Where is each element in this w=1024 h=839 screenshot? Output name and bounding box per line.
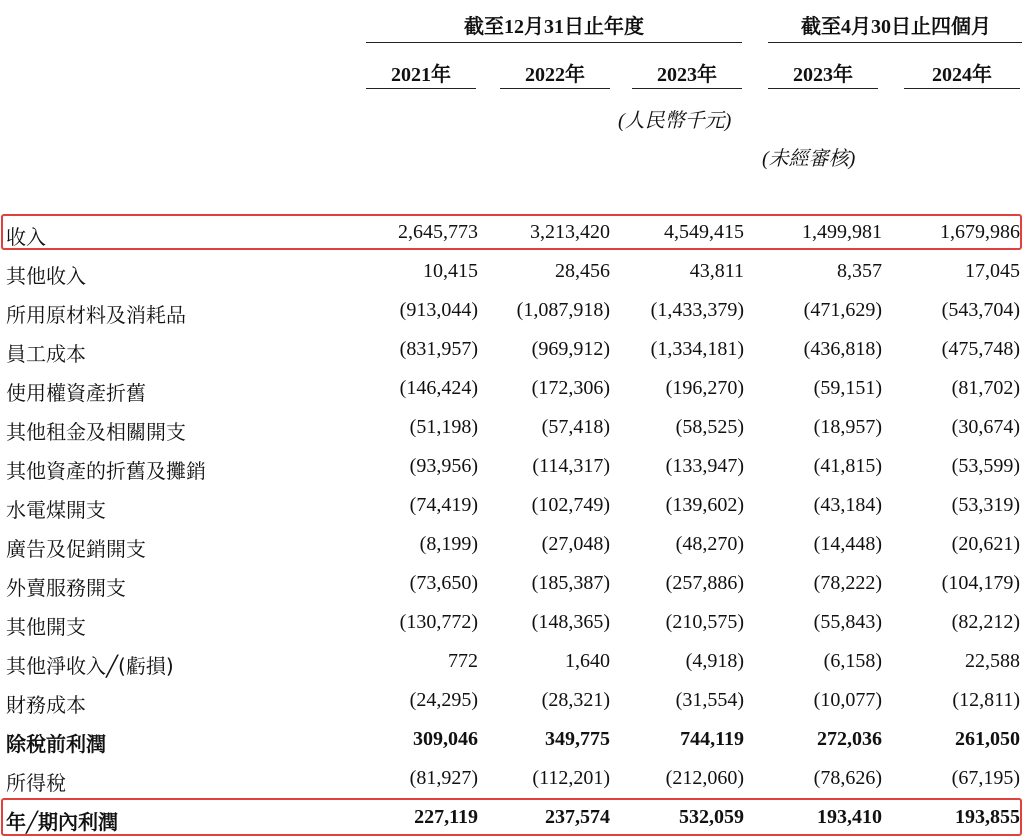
row-value-col-5: (53,599)	[951, 455, 1020, 477]
row-label: 收入	[6, 225, 46, 249]
year-header-2021: 2021年	[391, 64, 451, 86]
table-row-other-expenses	[0, 604, 1024, 642]
row-value-col-2: (112,201)	[532, 767, 610, 789]
row-value-col-1: (73,650)	[409, 572, 478, 594]
row-value-col-3: (133,947)	[665, 455, 744, 477]
row-label: 所得稅	[6, 771, 66, 795]
row-value-col-4: (18,957)	[813, 416, 882, 438]
row-value-col-2: (102,749)	[531, 494, 610, 516]
table-row-finance-costs	[0, 682, 1024, 720]
row-value-col-1: (146,424)	[399, 377, 478, 399]
row-label: 使用權資產折舊	[6, 381, 146, 405]
table-row-depreciation-rou	[0, 370, 1024, 408]
row-label: 廣告及促銷開支	[6, 537, 146, 561]
row-value-col-3: (48,270)	[675, 533, 744, 555]
row-value-col-4: 8,357	[837, 260, 882, 282]
row-value-col-5: 22,588	[965, 650, 1020, 672]
row-value-col-5: (82,212)	[951, 611, 1020, 633]
table-row-other-net-income	[0, 643, 1024, 681]
row-value-col-2: (172,306)	[531, 377, 610, 399]
row-value-col-4: (471,629)	[803, 299, 882, 321]
year-underline-2021	[366, 88, 476, 89]
year-underline-2023	[632, 88, 742, 89]
row-value-col-2: (28,321)	[541, 689, 610, 711]
year-header-2024-four-months: 2024年	[932, 64, 992, 86]
table-row-other-depreciation	[0, 448, 1024, 486]
row-value-col-2: 3,213,420	[530, 221, 610, 243]
year-underline-2022	[500, 88, 610, 89]
row-value-col-2: (27,048)	[541, 533, 610, 555]
row-value-col-1: 309,046	[413, 728, 478, 750]
row-value-col-3: 532,059	[679, 806, 744, 828]
group-underline-full-year	[366, 42, 742, 43]
row-value-col-2: 28,456	[555, 260, 610, 282]
row-value-col-1: (24,295)	[409, 689, 478, 711]
row-value-col-3: 4,549,415	[664, 221, 744, 243]
row-value-col-5: (12,811)	[952, 689, 1020, 711]
table-row-staff-costs	[0, 331, 1024, 369]
row-value-col-2: (1,087,918)	[516, 299, 610, 321]
row-label: 其他開支	[6, 615, 86, 639]
unaudited-note: (未經審核)	[762, 148, 856, 170]
table-row-advertising	[0, 526, 1024, 564]
row-value-col-4: (43,184)	[813, 494, 882, 516]
row-value-col-1: 2,645,773	[398, 221, 478, 243]
row-value-col-2: 237,574	[545, 806, 610, 828]
row-value-col-5: (475,748)	[941, 338, 1020, 360]
row-label: 除稅前利潤	[6, 732, 106, 756]
row-value-col-3: (1,433,379)	[650, 299, 744, 321]
row-value-col-3: 744,119	[680, 728, 744, 750]
row-value-col-1: (51,198)	[409, 416, 478, 438]
row-value-col-4: (14,448)	[813, 533, 882, 555]
row-value-col-1: (8,199)	[419, 533, 478, 555]
row-label: 水電煤開支	[6, 498, 106, 522]
row-value-col-3: (58,525)	[675, 416, 744, 438]
year-header-2023-four-months: 2023年	[793, 64, 853, 86]
year-header-2022: 2022年	[525, 64, 585, 86]
row-value-col-4: 1,499,981	[802, 221, 882, 243]
row-value-col-3: (196,270)	[665, 377, 744, 399]
table-row-delivery	[0, 565, 1024, 603]
group-header-full-year: 截至12月31日止年度	[464, 16, 644, 38]
currency-note: (人民幣千元)	[618, 110, 732, 132]
row-value-col-3: (139,602)	[665, 494, 744, 516]
row-value-col-2: (185,387)	[531, 572, 610, 594]
row-value-col-3: 43,811	[689, 260, 744, 282]
row-value-col-4: (78,626)	[813, 767, 882, 789]
year-underline-2024-four-months	[904, 88, 1020, 89]
row-value-col-3: (31,554)	[675, 689, 744, 711]
row-label: 所用原材料及消耗品	[6, 303, 186, 327]
row-label: 外賣服務開支	[6, 576, 126, 600]
table-row-other-rental	[0, 409, 1024, 447]
row-value-col-4: (59,151)	[813, 377, 882, 399]
row-value-col-3: (4,918)	[685, 650, 744, 672]
row-value-col-1: 10,415	[423, 260, 478, 282]
row-value-col-2: 1,640	[565, 650, 610, 672]
row-value-col-3: (257,886)	[665, 572, 744, 594]
row-value-col-2: (148,365)	[531, 611, 610, 633]
row-value-col-4: 272,036	[817, 728, 882, 750]
row-value-col-1: (74,419)	[409, 494, 478, 516]
row-value-col-5: 193,855	[955, 806, 1020, 828]
row-value-col-5: (20,621)	[951, 533, 1020, 555]
row-value-col-5: (81,702)	[951, 377, 1020, 399]
row-value-col-1: 772	[448, 650, 478, 672]
group-underline-four-months	[768, 42, 1022, 43]
row-label: 其他資產的折舊及攤銷	[6, 459, 206, 483]
row-value-col-3: (212,060)	[665, 767, 744, 789]
row-value-col-1: (130,772)	[399, 611, 478, 633]
row-value-col-2: (969,912)	[531, 338, 610, 360]
year-underline-2023-four-months	[768, 88, 878, 89]
row-value-col-1: (831,957)	[399, 338, 478, 360]
row-value-col-5: (104,179)	[941, 572, 1020, 594]
row-value-col-2: (57,418)	[541, 416, 610, 438]
row-value-col-1: 227,119	[414, 806, 478, 828]
year-header-2023: 2023年	[657, 64, 717, 86]
row-value-col-1: (913,044)	[399, 299, 478, 321]
row-value-col-4: (436,818)	[803, 338, 882, 360]
row-label: 其他租金及相關開支	[6, 420, 186, 444]
row-value-col-4: (10,077)	[813, 689, 882, 711]
row-value-col-5: (543,704)	[941, 299, 1020, 321]
row-value-col-5: (30,674)	[951, 416, 1020, 438]
table-row-raw-materials	[0, 292, 1024, 330]
table-row-income-tax	[0, 760, 1024, 798]
table-row-other-income	[0, 253, 1024, 291]
row-label: 其他收入	[6, 264, 86, 288]
row-label: 其他淨收入╱(虧損)	[6, 654, 174, 678]
row-value-col-2: 349,775	[545, 728, 610, 750]
row-value-col-4: (55,843)	[813, 611, 882, 633]
row-value-col-2: (114,317)	[532, 455, 610, 477]
row-value-col-5: 17,045	[965, 260, 1020, 282]
row-value-col-4: (41,815)	[813, 455, 882, 477]
row-value-col-5: (53,319)	[951, 494, 1020, 516]
row-value-col-3: (1,334,181)	[650, 338, 744, 360]
row-value-col-4: 193,410	[817, 806, 882, 828]
table-row-profit-before-tax	[0, 721, 1024, 759]
row-label: 財務成本	[6, 693, 86, 717]
row-value-col-5: 261,050	[955, 728, 1020, 750]
row-value-col-4: (6,158)	[823, 650, 882, 672]
row-value-col-3: (210,575)	[665, 611, 744, 633]
group-header-four-months: 截至4月30日止四個月	[801, 16, 991, 38]
row-value-col-5: (67,195)	[951, 767, 1020, 789]
row-value-col-4: (78,222)	[813, 572, 882, 594]
table-row-profit-for-period	[0, 799, 1024, 837]
row-value-col-1: (81,927)	[409, 767, 478, 789]
table-row-revenue	[0, 214, 1024, 252]
row-label: 員工成本	[6, 342, 86, 366]
row-label: 年╱期內利潤	[6, 810, 119, 834]
table-row-utilities	[0, 487, 1024, 525]
row-value-col-1: (93,956)	[409, 455, 478, 477]
row-value-col-5: 1,679,986	[940, 221, 1020, 243]
